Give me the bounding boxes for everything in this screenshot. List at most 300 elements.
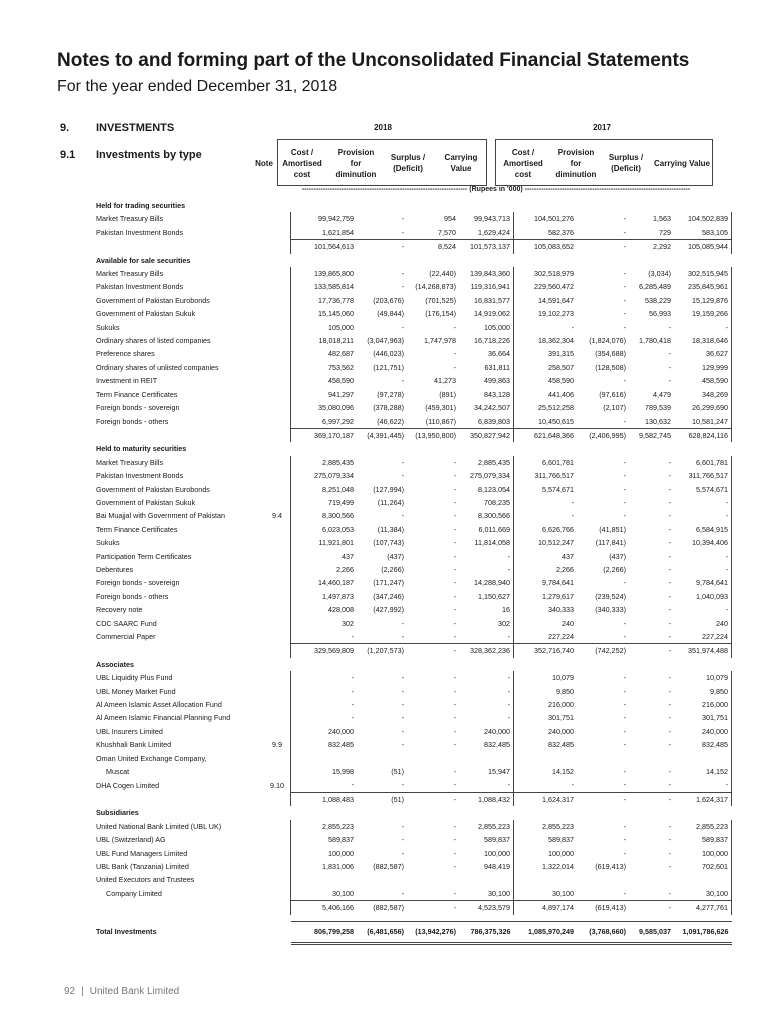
- row-label: Foreign bonds - others: [96, 416, 169, 426]
- row-note: [264, 603, 291, 616]
- cell-value: 6,584,915: [674, 523, 732, 536]
- cell-value: -: [453, 821, 456, 831]
- cell-value: 1,088,483: [291, 792, 358, 806]
- cell-value: (51): [357, 792, 407, 806]
- cell-value: -: [453, 618, 456, 628]
- cell-value: 1,085,970,249: [514, 921, 578, 943]
- row-note: [264, 280, 291, 293]
- cell-value: 235,845,961: [674, 280, 732, 293]
- cell-value: -: [453, 726, 456, 736]
- cell-value: -: [629, 644, 674, 658]
- row-label: UBL Money Market Fund: [96, 686, 176, 696]
- row-note: [264, 887, 291, 901]
- cell-value: [459, 199, 514, 212]
- cell-value: 133,585,814: [291, 280, 358, 293]
- cell-value: 8,300,566: [459, 509, 514, 522]
- row-note: [264, 685, 291, 698]
- cell-value: [514, 442, 578, 455]
- cell-value: 843,128: [459, 388, 514, 401]
- row-note: [264, 388, 291, 401]
- row-label: United National Bank Limited (UBL UK): [96, 821, 222, 831]
- cell-value: (6,481,656): [357, 921, 407, 943]
- row-label: Bai Muajjal with Government of Pakistan: [96, 511, 226, 521]
- table-row: [96, 590, 732, 603]
- cell-value: -: [668, 484, 671, 494]
- cell-value: 240: [514, 617, 578, 630]
- row-note: [264, 711, 291, 724]
- cell-value: 10,512,247: [514, 536, 578, 549]
- cell-value: (2,266): [381, 564, 404, 574]
- cell-value: 56,993: [649, 309, 671, 319]
- row-note: [264, 361, 291, 374]
- cell-value: -: [453, 551, 456, 561]
- cell-value: 101,573,137: [459, 240, 514, 254]
- cell-value: 9,784,641: [674, 576, 732, 589]
- cell-value: (459,301): [425, 403, 456, 413]
- cell-value: 702,601: [674, 860, 732, 873]
- cell-value: 30,100: [459, 887, 514, 901]
- cell-value: -: [623, 309, 626, 319]
- cell-value: -: [668, 848, 671, 858]
- cell-value: -: [668, 564, 671, 574]
- table-row: [96, 873, 732, 886]
- cell-value: -: [291, 630, 358, 644]
- cell-value: -: [623, 618, 626, 628]
- cell-value: 11,814,058: [459, 536, 514, 549]
- table-row: [96, 361, 732, 374]
- cell-value: 36,664: [459, 347, 514, 360]
- investments-table: [96, 199, 732, 945]
- cell-value: 105,085,944: [674, 240, 732, 254]
- cell-value: -: [459, 563, 514, 576]
- page-title: Notes to and forming part of the Unconsolidated Financial Statements: [57, 50, 690, 71]
- cell-value: [357, 254, 407, 267]
- row-note: [264, 321, 291, 334]
- cell-value: -: [668, 780, 671, 790]
- cell-value: -: [453, 632, 456, 641]
- cell-value: 4,479: [653, 389, 671, 399]
- row-note: [264, 725, 291, 738]
- cell-value: 10,079: [674, 671, 732, 684]
- cell-value: -: [674, 563, 732, 576]
- cell-value: 753,562: [291, 361, 358, 374]
- table-subtotal-row: [96, 644, 732, 658]
- cell-value: [577, 658, 629, 671]
- cell-value: -: [674, 496, 732, 509]
- cell-value: [407, 806, 459, 819]
- cell-value: [407, 199, 459, 212]
- cell-value: 14,591,647: [514, 294, 578, 307]
- cell-value: -: [401, 673, 404, 683]
- col-provision-2018: Provision for diminution: [335, 147, 377, 179]
- cell-value: 6,601,781: [674, 456, 732, 469]
- cell-value: 14,919,062: [459, 307, 514, 320]
- row-label: Sukuks: [96, 322, 120, 332]
- cell-value: -: [453, 524, 456, 534]
- row-label: Subsidiaries: [96, 808, 139, 818]
- cell-value: -: [407, 644, 459, 658]
- cell-value: -: [668, 578, 671, 588]
- col-carrying-2017: Carrying Value: [653, 158, 711, 168]
- cell-value: (742,252): [577, 644, 629, 658]
- cell-value: 311,766,517: [674, 469, 732, 482]
- table-row: [96, 469, 732, 482]
- cell-value: (1,824,076): [589, 336, 626, 346]
- cell-value: 589,837: [459, 833, 514, 846]
- table-row: [96, 483, 732, 496]
- cell-value: 11,921,801: [291, 536, 358, 549]
- cell-value: 428,008: [291, 603, 358, 616]
- cell-value: 105,000: [459, 321, 514, 334]
- cell-value: 139,843,360: [459, 267, 514, 280]
- cell-value: [291, 199, 358, 212]
- table-row: [96, 388, 732, 401]
- cell-value: -: [623, 835, 626, 845]
- table-row: [96, 671, 732, 684]
- row-note: [264, 901, 291, 915]
- cell-value: (49,844): [377, 309, 404, 319]
- cell-value: 15,129,876: [674, 294, 732, 307]
- cell-value: -: [459, 550, 514, 563]
- row-label: Investment in REIT: [96, 376, 158, 386]
- row-label: UBL (Switzerland) AG: [96, 835, 166, 845]
- row-note: [264, 415, 291, 429]
- cell-value: 437: [514, 550, 578, 563]
- cell-value: 35,080,096: [291, 401, 358, 414]
- row-note: [264, 671, 291, 684]
- row-label: UBL Liquidity Plus Fund: [96, 673, 173, 683]
- table-row: [96, 307, 732, 320]
- cell-value: (97,616): [599, 389, 626, 399]
- cell-value: 589,837: [291, 833, 358, 846]
- cell-value: [629, 806, 674, 819]
- cell-value: 1,629,424: [459, 226, 514, 240]
- cell-value: 538,229: [645, 295, 671, 305]
- cell-value: 129,999: [674, 361, 732, 374]
- row-note: [264, 536, 291, 549]
- row-note: [264, 617, 291, 630]
- cell-value: -: [401, 618, 404, 628]
- cell-value: 8,123,054: [459, 483, 514, 496]
- cell-value: 119,316,941: [459, 280, 514, 293]
- page-number: 92: [64, 986, 76, 997]
- cell-value: 15,998: [291, 765, 358, 778]
- cell-value: 832,485: [674, 738, 732, 751]
- cell-value: 1,088,432: [459, 792, 514, 806]
- cell-value: (13,942,276): [407, 921, 459, 943]
- cell-value: 583,105: [674, 226, 732, 240]
- cell-value: -: [514, 509, 578, 522]
- cell-value: 350,827,942: [459, 428, 514, 442]
- row-note: [264, 442, 291, 455]
- cell-value: 30,100: [514, 887, 578, 901]
- cell-value: 227,224: [674, 630, 732, 644]
- row-label: United Executors and Trustees: [96, 875, 195, 885]
- row-label: Foreign bonds - sovereign: [96, 403, 180, 413]
- cell-value: 19,102,273: [514, 307, 578, 320]
- cell-value: -: [623, 457, 626, 467]
- cell-value: (203,676): [373, 295, 404, 305]
- table-row: [96, 752, 732, 765]
- cell-value: 1,497,873: [291, 590, 358, 603]
- row-label: UBL Insurers Limited: [96, 726, 163, 736]
- table-row: [96, 294, 732, 307]
- cell-value: [291, 658, 358, 671]
- cell-value: [629, 442, 674, 455]
- cell-value: 9,585,037: [629, 921, 674, 943]
- row-note: [264, 860, 291, 873]
- cell-value: 216,000: [514, 698, 578, 711]
- cell-value: -: [453, 362, 456, 372]
- cell-value: -: [577, 240, 629, 254]
- table-subtotal-row: [96, 792, 732, 806]
- row-label: Associates: [96, 659, 134, 669]
- table-row: [96, 576, 732, 589]
- cell-value: -: [401, 713, 404, 723]
- cell-value: -: [453, 848, 456, 858]
- cell-value: -: [623, 578, 626, 588]
- cell-value: [291, 254, 358, 267]
- cell-value: -: [459, 671, 514, 684]
- row-label: Khushhali Bank Limited: [96, 740, 172, 750]
- table-row: [96, 860, 732, 873]
- row-label: Government of Pakistan Sukuk: [96, 309, 196, 319]
- cell-value: (3,768,660): [577, 921, 629, 943]
- table-row: [96, 563, 732, 576]
- row-label: Government of Pakistan Eurobonds: [96, 295, 210, 305]
- cell-value: 19,159,266: [674, 307, 732, 320]
- row-label: Debentures: [96, 564, 134, 574]
- cell-value: 719,499: [291, 496, 358, 509]
- row-note: [264, 496, 291, 509]
- cell-value: 2,885,435: [459, 456, 514, 469]
- table-row: [96, 374, 732, 387]
- cell-value: 100,000: [514, 847, 578, 860]
- col-provision-2017: Provision for diminution: [555, 147, 597, 179]
- cell-value: 832,485: [459, 738, 514, 751]
- units-label: ----------------------------------------------------------------------- (Rupees in '000) -----------------------------------------------------------------------: [301, 186, 691, 193]
- cell-value: 5,574,671: [514, 483, 578, 496]
- cell-value: -: [668, 713, 671, 723]
- cell-value: -: [401, 888, 404, 898]
- cell-value: 391,315: [514, 347, 578, 360]
- row-note: [264, 806, 291, 819]
- cell-value: [407, 254, 459, 267]
- cell-value: -: [623, 416, 626, 426]
- cell-value: (427,992): [373, 605, 404, 615]
- cell-value: -: [401, 700, 404, 710]
- cell-value: 15,947: [459, 765, 514, 778]
- cell-value: (446,023): [373, 349, 404, 359]
- subsection-heading: Investments by type: [96, 149, 202, 161]
- cell-value: 7,570: [438, 227, 456, 237]
- table-subtotal-row: [96, 901, 732, 915]
- cell-value: 6,997,292: [291, 415, 358, 429]
- cell-value: (701,525): [425, 295, 456, 305]
- cell-value: 25,512,258: [514, 401, 578, 414]
- cell-value: 15,145,060: [291, 307, 358, 320]
- cell-value: [291, 442, 358, 455]
- cell-value: [577, 442, 629, 455]
- cell-value: [514, 806, 578, 819]
- table-row: [96, 630, 732, 644]
- cell-value: -: [401, 227, 404, 237]
- cell-value: 41,273: [434, 376, 456, 386]
- table-section-heading: [96, 806, 732, 819]
- cell-value: -: [623, 673, 626, 683]
- page-footer: [64, 986, 179, 997]
- cell-value: (110,867): [425, 416, 456, 426]
- cell-value: 582,376: [514, 226, 578, 240]
- cell-value: -: [623, 821, 626, 831]
- cell-value: -: [453, 471, 456, 481]
- cell-value: (117,841): [595, 538, 626, 548]
- cell-value: 14,152: [514, 765, 578, 778]
- row-note: [264, 752, 291, 765]
- row-label: Al Ameen Islamic Financial Planning Fund: [96, 713, 231, 723]
- col-cost-2017: Cost / Amortised cost: [503, 147, 543, 179]
- cell-value: [577, 199, 629, 212]
- row-label: Term Finance Certificates: [96, 389, 178, 399]
- cell-value: [577, 806, 629, 819]
- table-row: [96, 603, 732, 616]
- cell-value: 1,624,317: [674, 792, 732, 806]
- cell-value: 1,831,006: [291, 860, 358, 873]
- cell-value: 100,000: [674, 847, 732, 860]
- col-surplus-2017: Surplus / (Deficit): [608, 153, 644, 173]
- cell-value: -: [668, 471, 671, 481]
- table-section-heading: [96, 442, 732, 455]
- cell-value: -: [453, 497, 456, 507]
- section-number: 9.: [60, 122, 70, 134]
- cell-value: -: [453, 322, 456, 332]
- table-section-heading: [96, 658, 732, 671]
- table-row: [96, 820, 732, 833]
- cell-value: 302,515,945: [674, 267, 732, 280]
- cell-value: 589,837: [514, 833, 578, 846]
- cell-value: 301,751: [514, 711, 578, 724]
- cell-value: -: [668, 591, 671, 601]
- row-note: [264, 658, 291, 671]
- cell-value: [629, 254, 674, 267]
- cell-value: 499,863: [459, 374, 514, 387]
- cell-value: 10,581,247: [674, 415, 732, 429]
- cell-value: -: [623, 376, 626, 386]
- cell-value: -: [401, 835, 404, 845]
- cell-value: -: [459, 698, 514, 711]
- table-row: [96, 685, 732, 698]
- cell-value: (347,246): [373, 591, 404, 601]
- cell-value: (2,266): [603, 564, 626, 574]
- cell-value: 708,235: [459, 496, 514, 509]
- cell-value: [459, 254, 514, 267]
- cell-value: (46,622): [377, 416, 404, 426]
- row-label: UBL Fund Managers Limited: [96, 848, 188, 858]
- row-note: [264, 576, 291, 589]
- cell-value: -: [623, 888, 626, 898]
- cell-value: 240,000: [514, 725, 578, 738]
- table-row: [96, 847, 732, 860]
- cell-value: 10,079: [514, 671, 578, 684]
- cell-value: -: [453, 591, 456, 601]
- cell-value: (619,413): [577, 901, 629, 915]
- cell-value: [674, 199, 732, 212]
- cell-value: -: [453, 767, 456, 777]
- table-row: [96, 334, 732, 347]
- cell-value: [407, 658, 459, 671]
- cell-value: -: [291, 778, 358, 792]
- cell-value: 30,100: [674, 887, 732, 901]
- cell-value: 8,300,566: [291, 509, 358, 522]
- cell-value: 100,000: [291, 847, 358, 860]
- cell-value: [357, 442, 407, 455]
- cell-value: [674, 873, 732, 886]
- row-label: Pakistan Investment Bonds: [96, 471, 184, 481]
- cell-value: 1,621,854: [291, 226, 358, 240]
- cell-value: -: [453, 564, 456, 574]
- row-label: Participation Term Certificates: [96, 551, 192, 561]
- cell-value: -: [668, 861, 671, 871]
- cell-value: (3,047,963): [367, 336, 404, 346]
- cell-value: -: [668, 888, 671, 898]
- cell-value: [674, 806, 732, 819]
- cell-value: (171,247): [373, 578, 404, 588]
- cell-value: 1,322,014: [514, 860, 578, 873]
- cell-value: -: [291, 711, 358, 724]
- cell-value: 1,563: [653, 214, 671, 224]
- cell-value: [407, 873, 459, 886]
- row-label: [96, 901, 264, 915]
- cell-value: -: [401, 376, 404, 386]
- table-row: [96, 456, 732, 469]
- cell-value: -: [623, 848, 626, 858]
- cell-value: [459, 658, 514, 671]
- cell-value: -: [668, 618, 671, 628]
- cell-value: [629, 873, 674, 886]
- cell-value: -: [623, 214, 626, 224]
- cell-value: 30,100: [291, 887, 358, 901]
- cell-value: 1,091,786,626: [674, 921, 732, 943]
- cell-value: 10,450,615: [514, 415, 578, 429]
- cell-value: [577, 873, 629, 886]
- table-total-row: [96, 921, 732, 943]
- cell-value: -: [453, 861, 456, 871]
- cell-value: -: [514, 778, 578, 792]
- row-label: Held to maturity securities: [96, 444, 187, 454]
- cell-value: 441,406: [514, 388, 578, 401]
- cell-value: (22,440): [429, 269, 456, 279]
- cell-value: 458,590: [674, 374, 732, 387]
- cell-value: 6,839,803: [459, 415, 514, 429]
- row-label: Term Finance Certificates: [96, 524, 178, 534]
- row-note: [264, 428, 291, 442]
- row-label: Sukuks: [96, 538, 120, 548]
- row-label: Foreign bonds - sovereign: [96, 578, 180, 588]
- cell-value: 275,079,334: [459, 469, 514, 482]
- cell-value: (891): [439, 389, 456, 399]
- cell-value: -: [407, 901, 459, 915]
- cell-value: -: [668, 376, 671, 386]
- row-label: [96, 644, 264, 658]
- row-note: [264, 847, 291, 860]
- row-label: Muscat: [106, 767, 130, 777]
- cell-value: 806,799,258: [291, 921, 358, 943]
- row-note: [264, 240, 291, 254]
- cell-value: -: [668, 632, 671, 641]
- cell-value: -: [629, 792, 674, 806]
- cell-value: 9,784,641: [514, 576, 578, 589]
- cell-value: 17,736,778: [291, 294, 358, 307]
